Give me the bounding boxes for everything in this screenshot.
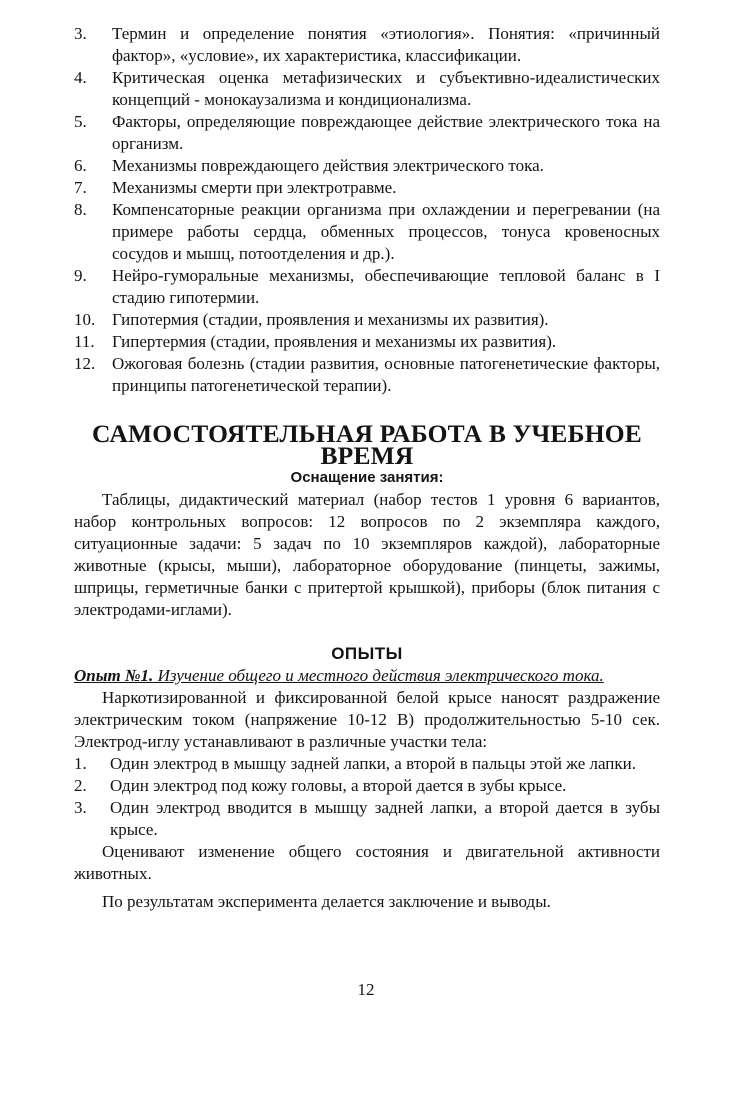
equipment-subheading: Оснащение занятия: [290, 469, 444, 486]
document-page [74, 23, 660, 913]
list-item [74, 265, 660, 309]
equipment-paragraph: Таблицы, дидактический материал (набор тестов 1 уровня 6 вариантов, набор контрольных вопросов: 12 вопросов по 2 экземпляра каждого, ситуационные задачи: 5 задач по 10 экземпляров каждой), лабораторные животные (крысы, мыши), лабораторное оборудование (пинцеты, зажимы, шприцы, герметичные банки с притертой крышкой), приборы (блок питания с электродами-иглами). [74, 490, 660, 619]
list-item [74, 23, 660, 67]
item-text: Критическая оценка метафизических и субъективно-идеалистических концепций - монокаузализма и кондиционализма. [112, 68, 660, 109]
item-text: Механизмы повреждающего действия электрического тока. [112, 156, 544, 175]
list-item [74, 199, 660, 265]
experiment-intro: Наркотизированной и фиксированной белой крысе наносят раздражение электрическим током (напряжение 10-12 В) продолжительностью 5-10 сек. Электрод-иглу устанавливают в различные участки тела: [74, 688, 660, 751]
page-number: 12 [357, 980, 375, 999]
experiment-label: Опыт №1. [74, 666, 154, 685]
experiment-title [74, 665, 660, 687]
item-number: 12. [74, 354, 96, 373]
list-item [74, 111, 660, 155]
list-item [74, 353, 660, 397]
item-text: Гипотермия (стадии, проявления и механизмы их развития). [112, 310, 549, 329]
conclusion-paragraph: По результатам эксперимента делается заключение и выводы. [102, 892, 551, 911]
list-item [74, 331, 660, 353]
item-text: Один электрод вводится в мышцу задней лапки, а второй дается в зубы крысе. [110, 798, 660, 839]
item-number: 2. [74, 776, 87, 795]
list-item [74, 797, 660, 841]
list-item [74, 67, 660, 111]
item-text: Один электрод под кожу головы, а второй дается в зубы крысе. [110, 776, 567, 795]
item-text: Нейро-гуморальные механизмы, обеспечивающие тепловой баланс в I стадию гипотермии. [112, 266, 660, 307]
item-number: 4. [74, 68, 87, 87]
item-number: 1. [74, 754, 87, 773]
list-item [74, 177, 660, 199]
item-text: Ожоговая болезнь (стадии развития, основные патогенетические факторы, принципы патогенетической терапии). [112, 354, 660, 395]
item-number: 9. [74, 266, 87, 285]
experiment-steps [74, 753, 660, 841]
item-number: 10. [74, 310, 96, 329]
list-item [74, 309, 660, 331]
item-text: Гипертермия (стадии, проявления и механизмы их развития). [112, 332, 557, 351]
item-text: Один электрод в мышцу задней лапки, а второй в пальцы этой же лапки. [110, 754, 637, 773]
item-text: Факторы, определяющие повреждающее действие электрического тока на организм. [112, 112, 660, 153]
evaluation-paragraph: Оценивают изменение общего состояния и двигательной активности животных. [74, 842, 660, 883]
list-item [74, 753, 660, 775]
list-item [74, 155, 660, 177]
experiment-name: Изучение общего и местного действия электрического тока. [157, 666, 604, 685]
item-text: Компенсаторные реакции организма при охлаждении и перегревании (на примере работы сердца, обменных процессов, тонуса кровеносных сосудов и мышц, потоотделения и др.). [112, 200, 660, 263]
item-text: Термин и определение понятия «этиология». Понятия: «причинный фактор», «условие», их характеристика, классификации. [112, 24, 660, 65]
item-number: 3. [74, 798, 87, 817]
experiments-heading: ОПЫТЫ [331, 644, 403, 663]
item-number: 11. [74, 332, 95, 351]
list-item [74, 775, 660, 797]
questions-list [74, 23, 660, 397]
self-work-heading: САМОСТОЯТЕЛЬНАЯ РАБОТА В УЧЕБНОЕ ВРЕМЯ [92, 419, 642, 470]
item-number: 3. [74, 24, 87, 43]
item-number: 8. [74, 200, 87, 219]
item-text: Механизмы смерти при электротравме. [112, 178, 397, 197]
item-number: 7. [74, 178, 87, 197]
item-number: 5. [74, 112, 87, 131]
item-number: 6. [74, 156, 87, 175]
